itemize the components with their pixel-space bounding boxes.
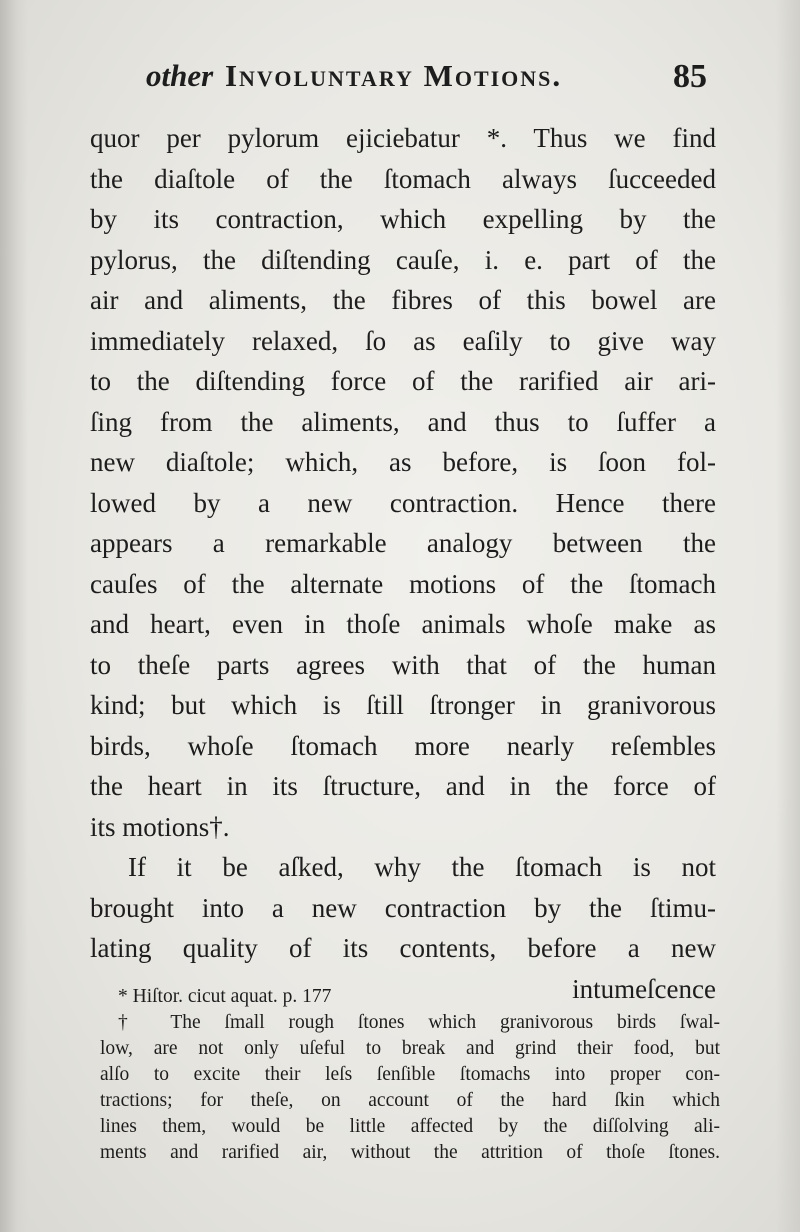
text-line: to theſe parts agrees with that of the human [90, 649, 716, 680]
text-line: lowed by a new contraction. Hence there [90, 487, 716, 518]
text-line: its motions†. [90, 811, 230, 842]
body-text [90, 118, 716, 1009]
text-line: the diaſtole of the ſtomach always ſucceeded [90, 163, 716, 194]
text-line: brought into a new contraction by the ſtimu- [90, 892, 716, 923]
page-number: 85 [673, 58, 707, 95]
text-line: appears a remarkable analogy between the [90, 528, 716, 558]
footnote-line: tractions; for theſe, on account of the hard ſkin which [100, 1090, 720, 1111]
footnote-line: low, are not only uſeful to break and grind their food, but [100, 1038, 720, 1059]
text-line: the heart in its ſtructure, and in the force of [90, 771, 716, 801]
text-line: birds, whoſe ſtomach more nearly reſembles [90, 730, 716, 761]
text-line: cauſes of the alternate motions of the ſtomach [90, 568, 716, 599]
text-line: lating quality of its contents, before a new [90, 933, 716, 963]
text-line: to the diſtending force of the rarified air ari- [90, 366, 716, 396]
spine-shadow [0, 0, 28, 1232]
footnote-line: alſo to excite their leſs ſenſible ſtomachs into proper con- [100, 1064, 720, 1085]
running-head [0, 58, 800, 102]
footnote-line: ments and rarified air, without the attrition of thoſe ſtones. [100, 1142, 720, 1163]
footnotes [100, 984, 720, 1166]
text-line: by its contraction, which expelling by the [90, 204, 716, 234]
catchword: intumeſcence [572, 973, 716, 1004]
text-line: If it be aſked, why the ſtomach is not [128, 852, 716, 882]
running-title-main: Involuntary Motions. [224, 58, 563, 93]
text-line: kind; but which is ſtill ſtronger in granivorous [90, 690, 716, 720]
text-line: new diaſtole; which, as before, is ſoon fol- [90, 447, 716, 477]
footnote-line: lines them, would be little affected by the diſſolving ali- [100, 1116, 720, 1137]
text-line: pylorus, the diſtending cauſe, i. e. part of the [90, 244, 716, 275]
text-line: air and aliments, the fibres of this bowel are [90, 285, 716, 315]
text-line: and heart, even in thoſe animals whoſe make as [90, 609, 716, 639]
footnote-line: * Hiſtor. cicut aquat. p. 177 [118, 986, 332, 1007]
text-line: immediately relaxed, ſo as eaſily to give way [90, 325, 716, 356]
text-line: quor per pylorum ejiciebatur *. Thus we find [90, 123, 716, 153]
running-title-prefix: other [146, 58, 214, 93]
text-line: ſing from the aliments, and thus to ſuffer a [90, 406, 716, 437]
page-edge-shadow [776, 0, 800, 1232]
footnote-line: † The ſmall rough ſtones which granivorous birds ſwal- [118, 1012, 720, 1033]
running-title [146, 58, 562, 94]
